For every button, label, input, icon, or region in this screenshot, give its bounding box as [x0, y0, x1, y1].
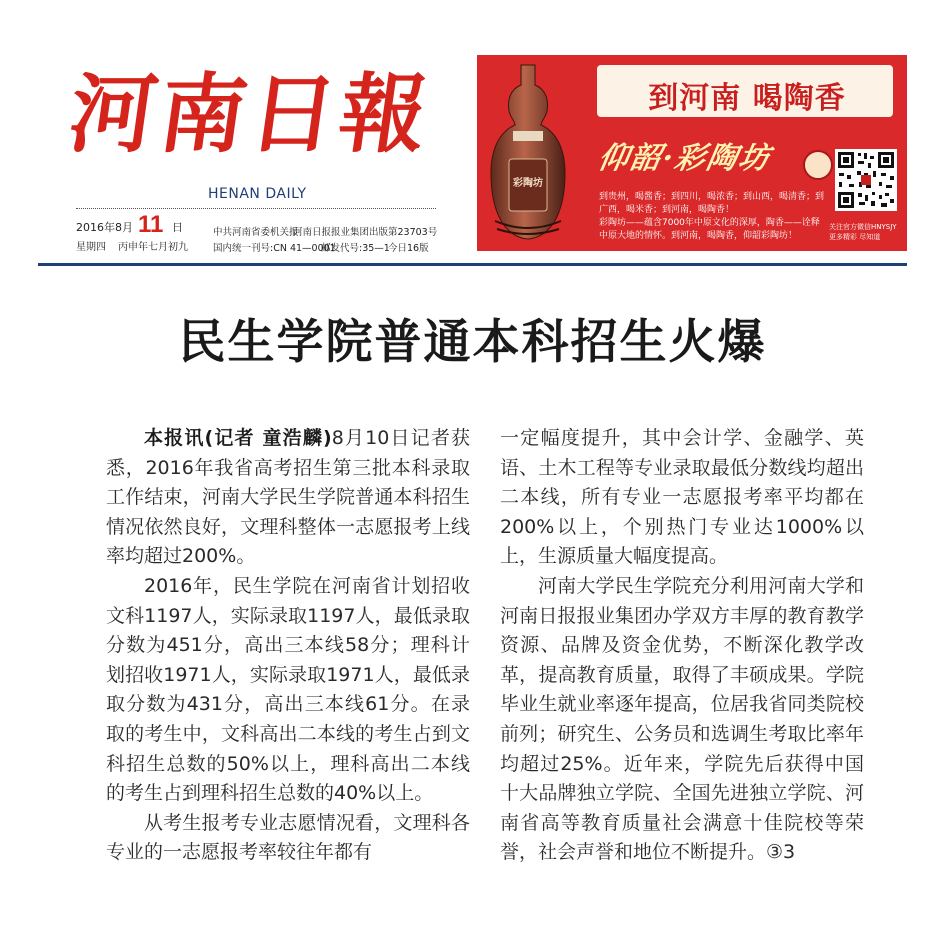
- qr-caption: [829, 222, 903, 242]
- article-column-left: [106, 424, 470, 868]
- issue-number: 第23703号: [388, 227, 438, 238]
- sponsor: 中共河南省委机关报: [213, 227, 299, 238]
- article-byline: 本报讯(记者 童浩麟): [144, 427, 332, 449]
- ad-copy-line: 到贵州，喝酱香；到四川，喝浓香；到山西，喝清香；到: [599, 192, 825, 202]
- newspaper-logo-english: HENAN DAILY: [208, 186, 307, 202]
- page-count: 今日16版: [388, 243, 429, 254]
- bottle-label: 彩陶坊: [513, 178, 543, 189]
- qr-code-icon[interactable]: [835, 149, 897, 211]
- ad-copy-line: 彩陶坊——蕴含7000年中原文化的深厚，陶香——诠释: [599, 218, 820, 228]
- ad-copy-line: 中原大地的情怀。到河南，喝陶香，仰韶彩陶坊！: [599, 231, 798, 241]
- article-column-right: [500, 424, 864, 868]
- ad-slogan: 到河南 喝陶香: [648, 81, 846, 116]
- article-lead-text: 8月10日记者获悉，2016年我省高考招生第三批本科录取工作结束，河南大学民生学院普通本科招生情况依然良好，文理科整体一志愿报考上线率均超过200%。: [106, 427, 470, 568]
- advertisement[interactable]: [477, 55, 907, 251]
- date-day: 11: [138, 211, 164, 238]
- publisher: 河南日报报业集团出版: [293, 227, 389, 238]
- postal-code: 邮发代号:35—1: [321, 243, 390, 254]
- article-paragraph: [106, 424, 470, 572]
- date-suffix: 日: [172, 221, 183, 234]
- lunar-date: 丙申年七月初九: [118, 242, 188, 253]
- brand-seal-icon: [803, 150, 833, 180]
- masthead-divider: [76, 208, 436, 209]
- liquor-bottle-image: [483, 61, 573, 247]
- qr-caption-line: 关注官方微信HNYSJY: [829, 223, 897, 231]
- article-paragraph: 河南大学民生学院充分利用河南大学和河南日报报业集团办学双方丰厚的教育教学资源、品牌及资金优势，不断深化教学改革，提高教育质量，取得了丰硕成果。学院毕业生就业率逐年提高，位居我省同类院校前列；研究生、公务员和选调生考取比率年均超过25%。近年来，学院先后获得中国十大品牌独立学院、全国先进独立学院、河南省高等教育质量社会满意十佳院校等荣誉，社会声誉和地位不断提升。③3: [500, 574, 864, 864]
- header-rule: [38, 263, 907, 266]
- date-prefix: 2016年8月: [76, 221, 133, 234]
- weekday: 星期四: [76, 242, 106, 253]
- article-paragraph: 2016年，民生学院在河南省计划招收文科1197人，实际录取1197人，最低录取分数为451分，高出三本线58分；理科计划招收1971人，实际录取1971人，最低录取分数为431分，高出三本线61分。在录取的考生中，文科高出二本线的考生占到文科招生总数的50%以上，理科高出二本线的考生占到理科招生总数的40%以上。: [106, 574, 470, 805]
- ad-brand-name: 仰韶·彩陶坊: [595, 141, 774, 176]
- qr-caption-line: 更多精彩 尽知道: [829, 233, 881, 241]
- ad-copy-line: 广西，喝米香；到河南，喝陶香！: [599, 205, 735, 215]
- cn-number: 国内统一刊号:CN 41—0001: [213, 243, 336, 254]
- article-headline: 民生学院普通本科招生火爆: [178, 315, 767, 370]
- article-paragraph: 一定幅度提升，其中会计学、金融学、英语、土木工程等专业录取最低分数线均超出二本线，所有专业一志愿报考率平均都在200%以上，个别热门专业达1000%以上，生源质量大幅度提高。: [500, 427, 864, 568]
- newspaper-logo: 河南日報: [62, 64, 438, 165]
- article-paragraph: 从考生报考专业志愿情况看，文理科各专业的一志愿报考率较往年都有: [106, 811, 470, 864]
